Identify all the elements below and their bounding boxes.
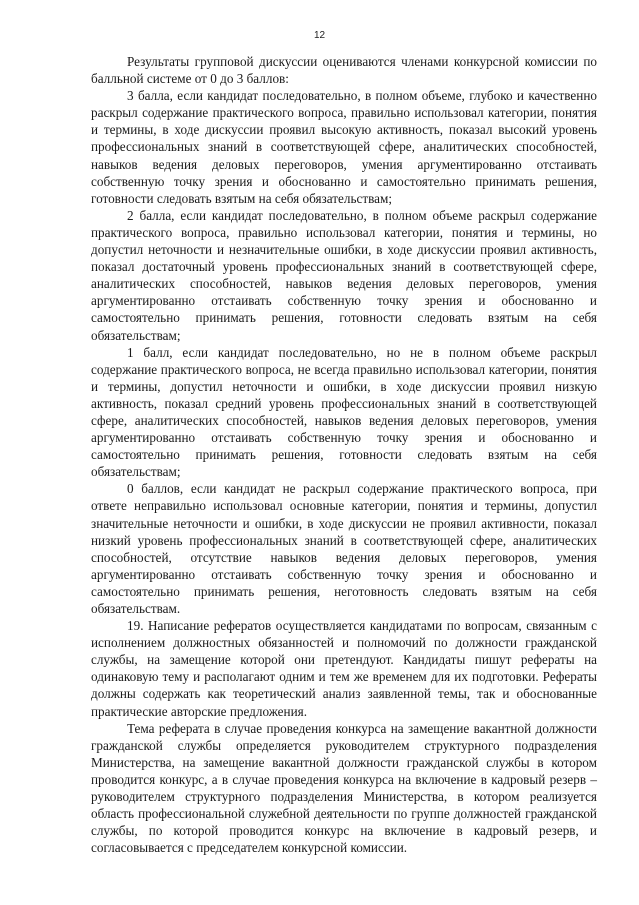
document-body (91, 53, 597, 856)
page-number: 12 (313, 30, 326, 41)
paragraph-intro: Результаты групповой дискуссии оцениваются членами конкурсной комиссии по балльной системе от 0 до 3 баллов: (91, 54, 597, 87)
paragraph-essay-topic: Тема реферата в случае проведения конкурса на замещение вакантной должности гражданской службы определяется руководителем структурного подразделения Министерства, на замещение вакантной должности гражданской службы в котором проводится конкурс, а в случае проведения конкурса на включение в кадровый резерв – руководителем структурного подразделения Министерства, в котором реализуется область профессиональной служебной деятельности по группе должностей гражданской службы, по которой проводится конкурс на включение в кадровый резерв, и согласовывается с председателем конкурсной комиссии. (91, 720, 597, 856)
paragraph-section-19: 19. Написание рефератов осуществляется кандидатами по вопросам, связанным с исполнением должностных обязанностей и полномочий по должности гражданской службы, на замещение которой они претендуют. Кандидаты пишут рефераты на одинаковую тему и располагают одним и тем же временем для их подготовки. Рефераты должны содержать как теоретический анализ заявленной темы, так и обоснованные практические авторские предложения. (91, 618, 597, 719)
paragraph-score-2: 2 балла, если кандидат последовательно, в полном объеме раскрыл содержание практического вопроса, правильно использовал категории, понятия и термины, но допустил неточности и незначительные ошибки, в ходе дискуссии проявил активность, показал достаточный уровень профессиональных знаний в соответствующей сфере, аналитических способностей, навыков ведения деловых переговоров, умения аргументированно отстаивать собственную точку зрения и обоснованно и самостоятельно принимать решения, готовности следовать взятым на себя обязательствам; (91, 207, 597, 343)
paragraph-score-0: 0 баллов, если кандидат не раскрыл содержание практического вопроса, при ответе неправильно использовал основные категории, понятия и термины, допустил значительные неточности и ошибки, в ходе дискуссии не проявил активности, показал низкий уровень профессиональных знаний в соответствующей сфере, аналитических способностей, отсутствие навыков ведения деловых переговоров, умения аргументированно отстаивать собственную точку зрения и обоснованно и самостоятельно принимать решения, неготовность следовать взятым на себя обязательствам. (91, 481, 597, 616)
paragraph-score-1: 1 балл, если кандидат последовательно, но не в полном объеме раскрыл содержание практического вопроса, не всегда правильно использовал категории, понятия и термины, допустил неточности и ошибки, в ходе дискуссии проявил низкую активность, показал средний уровень профессиональных знаний в соответствующей сфере, аналитических способностей, навыков ведения деловых переговоров, умения аргументированно отстаивать собственную точку зрения и обоснованно и самостоятельно принимать решения, готовности следовать взятым на себя обязательствам; (91, 344, 597, 480)
paragraph-score-3: 3 балла, если кандидат последовательно, в полном объеме, глубоко и качественно раскрыл содержание практического вопроса, правильно использовал категории, понятия и термины, в ходе дискуссии проявил высокую активность, показал высокий уровень профессиональных знаний в соответствующей сфере, аналитических способностей, навыков ведения деловых переговоров, умения аргументированно отстаивать собственную точку зрения и обоснованно и самостоятельно принимать решения, готовности следовать взятым на себя обязательствам; (91, 88, 597, 206)
